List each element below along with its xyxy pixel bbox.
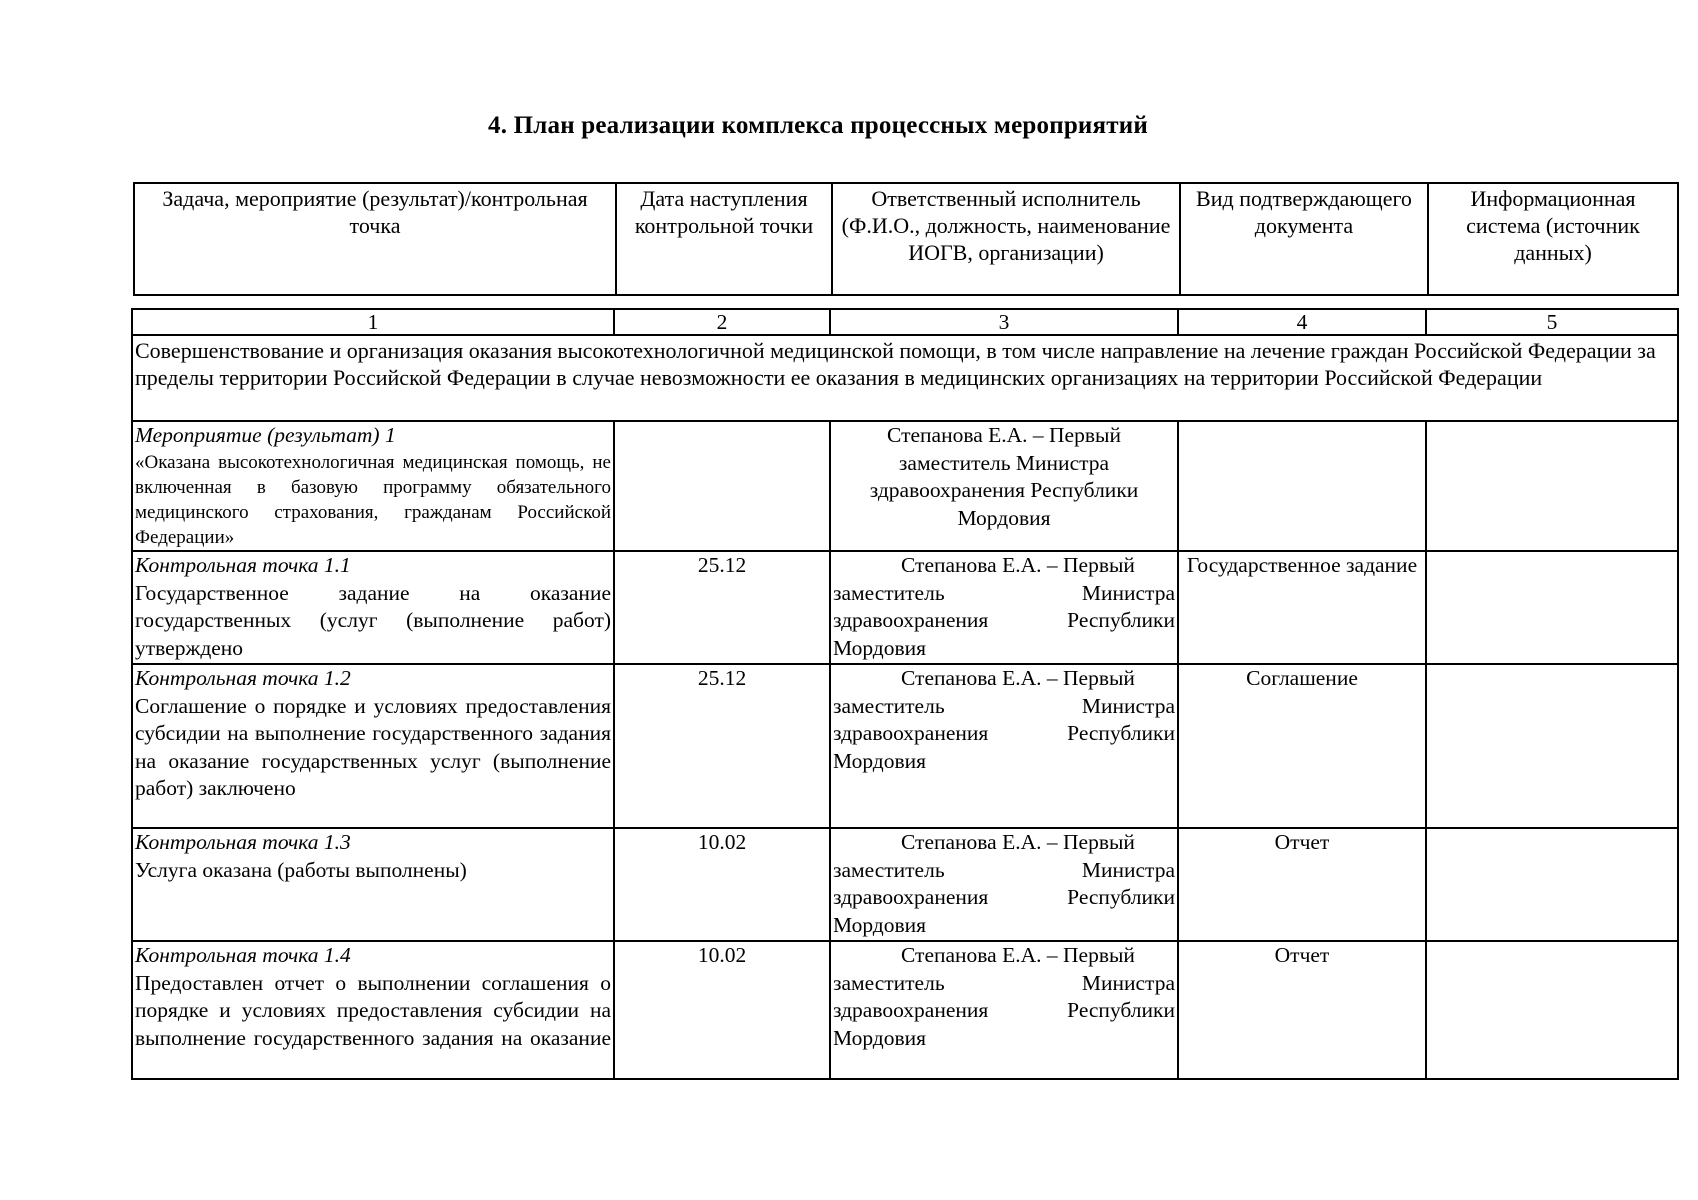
- document-cell: [1178, 421, 1426, 551]
- system-cell: [1426, 941, 1678, 1079]
- responsible-position: заместитель Министра здравоохранения Республики Мордовия: [833, 693, 1175, 773]
- date-cell: 10.02: [614, 941, 830, 1079]
- responsible-cell: [830, 664, 1178, 828]
- row-text: Услуга оказана (работы выполнены): [135, 857, 467, 882]
- table-row: [132, 941, 1678, 1079]
- header-col-system: Информационная система (источник данных): [1428, 183, 1678, 295]
- column-number-row: [132, 309, 1678, 335]
- row-text: Государственное задание на оказание государственных (услуг (выполнение работ) утверждено: [135, 580, 611, 660]
- table-row: [132, 664, 1678, 828]
- section-row: [132, 335, 1678, 421]
- date-cell: 25.12: [614, 664, 830, 828]
- responsible-cell: [830, 941, 1178, 1079]
- task-cell: [132, 828, 614, 941]
- row-label: Мероприятие (результат) 1: [135, 423, 396, 447]
- table-row: [132, 828, 1678, 941]
- section-title: Совершенствование и организация оказания высокотехнологичной медицинской помощи, в том числе направление на лечение граждан Российской Федерации за пределы территории Российской Федерации в случае невозможности ее оказания в медицинских организациях на территории Российской Федерации: [132, 335, 1678, 421]
- responsible-name: Степанова Е.А. – Первый: [901, 553, 1135, 577]
- responsible-cell: Степанова Е.А. – Первый заместитель Министра здравоохранения Республики Мордовия: [830, 421, 1178, 551]
- header-col-date: Дата наступления контрольной точки: [616, 183, 832, 295]
- responsible-position: заместитель Министра здравоохранения Республики Мордовия: [833, 970, 1175, 1050]
- column-number: 4: [1178, 309, 1426, 335]
- responsible-position: заместитель Министра здравоохранения Республики Мордовия: [833, 857, 1175, 937]
- task-cell: [132, 551, 614, 664]
- row-label: Контрольная точка 1.1: [135, 553, 351, 577]
- responsible-cell: [830, 828, 1178, 941]
- responsible-position: заместитель Министра здравоохранения Республики Мордовия: [833, 580, 1175, 660]
- row-text: «Оказана высокотехнологичная медицинская помощь, не включенная в базовую программу обязательного медицинского страхования, гражданам Российской Федерации»: [135, 451, 611, 548]
- document-cell: Соглашение: [1178, 664, 1426, 828]
- table-row: [132, 421, 1678, 551]
- document-cell: Государственное задание: [1178, 551, 1426, 664]
- system-cell: [1426, 551, 1678, 664]
- date-cell: 25.12: [614, 551, 830, 664]
- date-cell: [614, 421, 830, 551]
- responsible-cell: [830, 551, 1178, 664]
- row-label: Контрольная точка 1.4: [135, 943, 351, 967]
- column-number: 2: [614, 309, 830, 335]
- table-row: [132, 551, 1678, 664]
- column-number: 3: [830, 309, 1178, 335]
- header-col-task: Задача, мероприятие (результат)/контрольная точка: [134, 183, 616, 295]
- responsible-name: Степанова Е.А. – Первый: [901, 943, 1135, 967]
- page-title: 4. План реализации комплекса процессных мероприятий: [488, 112, 1148, 139]
- system-cell: [1426, 828, 1678, 941]
- row-text: Предоставлен отчет о выполнении соглашения о порядке и условиях предоставления субсидии на выполнение государственного задания на оказание: [135, 970, 611, 1050]
- row-label: Контрольная точка 1.3: [135, 830, 351, 854]
- column-number: 5: [1426, 309, 1678, 335]
- task-cell: [132, 664, 614, 828]
- row-text: Соглашение о порядке и условиях предоставления субсидии на выполнение государственного задания на оказание государственных услуг (выполнение работ) заключено: [135, 693, 611, 800]
- row-label: Контрольная точка 1.2: [135, 666, 351, 690]
- responsible-name: Степанова Е.А. – Первый: [901, 830, 1135, 854]
- task-cell: [132, 941, 614, 1079]
- column-number: 1: [132, 309, 614, 335]
- system-cell: [1426, 664, 1678, 828]
- task-cell: [132, 421, 614, 551]
- document-cell: Отчет: [1178, 941, 1426, 1079]
- header-col-responsible: Ответственный исполнитель (Ф.И.О., должность, наименование ИОГВ, организации): [832, 183, 1180, 295]
- document-cell: Отчет: [1178, 828, 1426, 941]
- system-cell: [1426, 421, 1678, 551]
- plan-table: [131, 308, 1679, 1080]
- header-table: [133, 182, 1679, 296]
- date-cell: 10.02: [614, 828, 830, 941]
- header-col-document: Вид подтверждающего документа: [1180, 183, 1428, 295]
- responsible-name: Степанова Е.А. – Первый: [901, 666, 1135, 690]
